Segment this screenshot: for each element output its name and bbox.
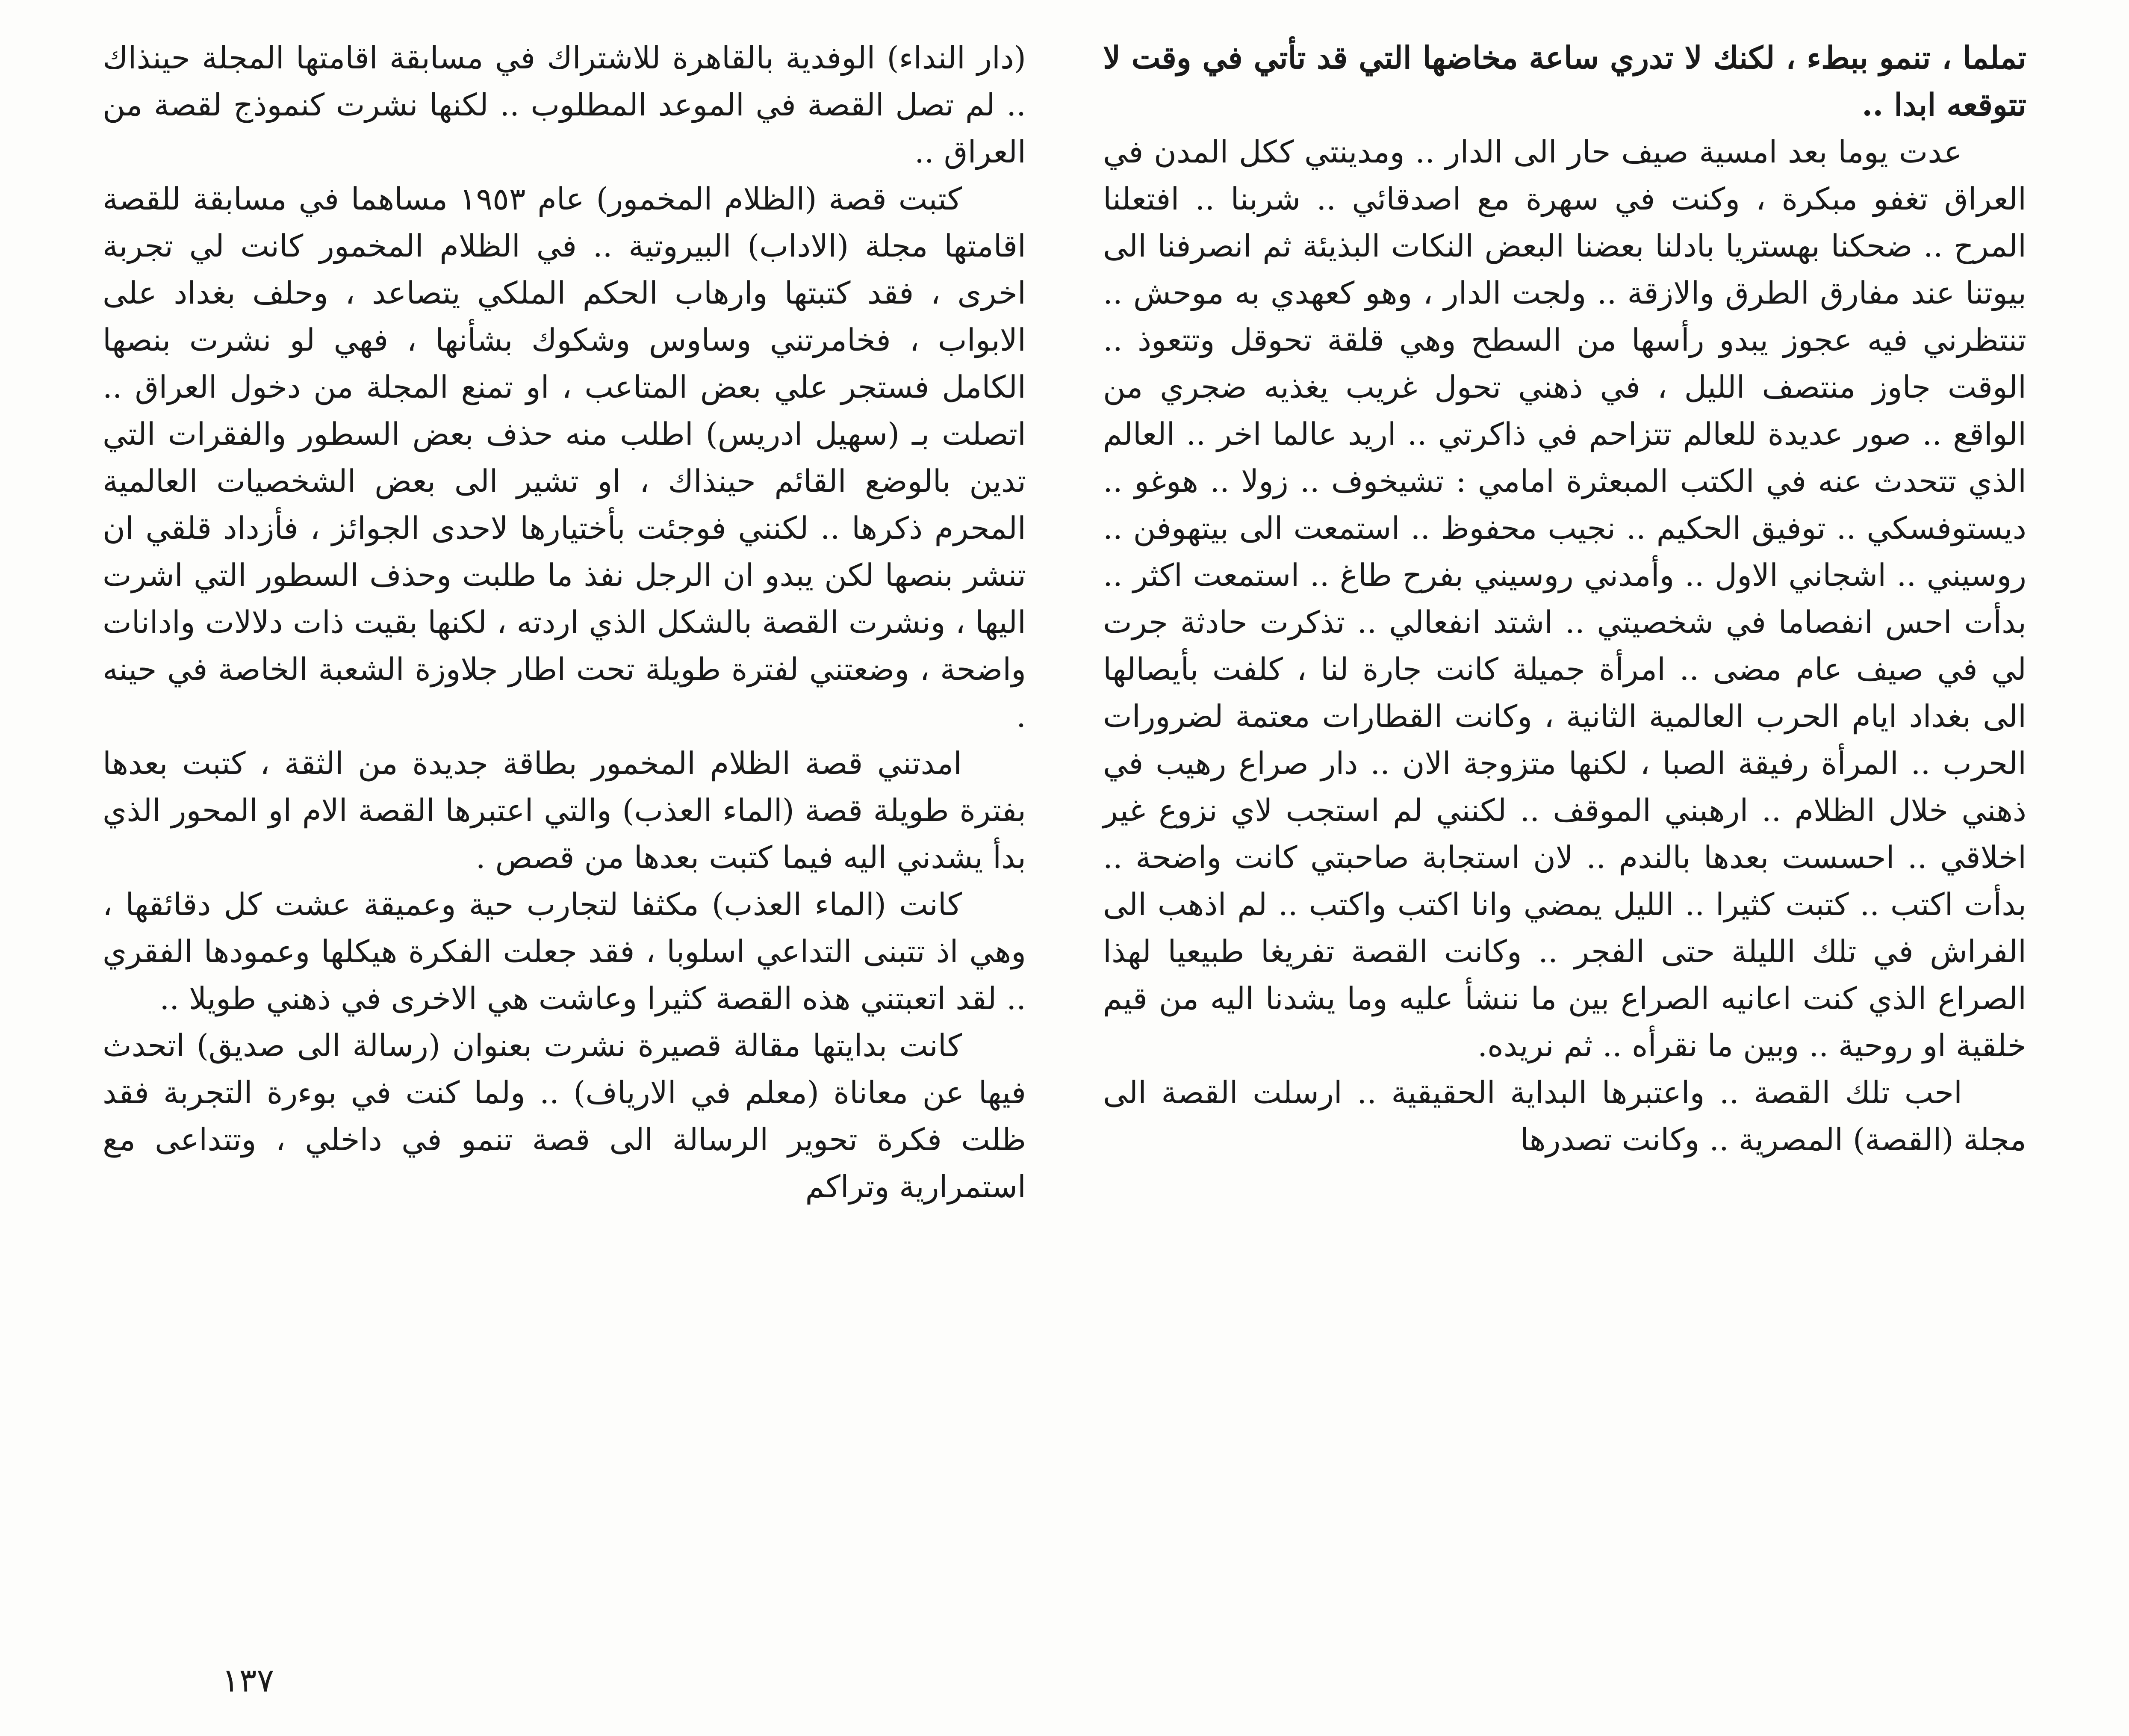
paragraph: (دار النداء) الوفدية بالقاهرة للاشتراك في مسابقة اقامتها المجلة حينذاك .. لم تصل القصة في الموعد المطلوب .. لكنها نشرت كنموذج لقصة من العراق .. — [103, 40, 1026, 170]
page-number: ١٣٧ — [221, 1661, 274, 1699]
right-text-column — [1103, 34, 2026, 1163]
paragraph: احب تلك القصة .. واعتبرها البداية الحقيقية .. ارسلت القصة الى مجلة (القصة) المصرية .. وكانت تصدرها — [1103, 1075, 2026, 1157]
left-text-column — [103, 34, 1026, 1210]
paragraph: كانت بدايتها مقالة قصيرة نشرت بعنوان (رسالة الى صديق) اتحدث فيها عن معاناة (معلم في الارياف) .. ولما كنت في بوءرة التجربة فقد ظلت فكرة تحوير الرسالة الى قصة تنمو في داخلي ، وتتداعى مع استمرارية وتراكم — [103, 1027, 1026, 1205]
paragraph: امدتني قصة الظلام المخمور بطاقة جديدة من الثقة ، كتبت بعدها بفترة طويلة قصة (الماء العذب) والتي اعتبرها القصة الام او المحور الذي بدأ يشدني اليه فيما كتبت بعدها من قصص . — [103, 745, 1026, 875]
paragraph: كانت (الماء العذب) مكثفا لتجارب حية وعميقة عشت كل دقائقها ، وهي اذ تتبنى التداعي اسلوبا ، فقد جعلت الفكرة هيكلها وعمودها الفقري .. لقد اتعبتني هذه القصة كثيرا وعاشت هي الاخرى في ذهني طويلا .. — [103, 886, 1026, 1016]
paragraph: كتبت قصة (الظلام المخمور) عام ١٩٥٣ مساهما في مسابقة للقصة اقامتها مجلة (الاداب) البيروتية .. في الظلام المخمور كانت لي تجربة اخرى ، فقد كتبتها وارهاب الحكم الملكي يتصاعد ، وحلف بغداد على الابواب ، فخامرتني وساوس وشكوك بشأنها ، فهي لو نشرت بنصها الكامل فستجر علي بعض المتاعب ، او تمنع المجلة من دخول العراق .. اتصلت بـ (سهيل ادريس) اطلب منه حذف بعض السطور والفقرات التي تدين بالوضع القائم حينذاك ، او تشير الى بعض الشخصيات العالمية المحرم ذكرها .. لكنني فوجئت بأختيارها لاحدى الجوائز ، فأزداد قلقي ان تنشر بنصها لكن يبدو ان الرجل نفذ ما طلبت وحذف السطور التي اشرت اليها ، ونشرت القصة بالشكل الذي اردته ، لكنها بقيت ذات دلالات وادانات واضحة ، وضعتني لفترة طويلة تحت اطار جلاوزة الشعبة الخاصة في حينه . — [103, 181, 1026, 734]
paragraph: عدت يوما بعد امسية صيف حار الى الدار .. ومدينتي ككل المدن في العراق تغفو مبكرة ، وكنت في سهرة مع اصدقائي .. شربنا .. افتعلنا المرح .. ضحكنا بهستريا بادلنا بعضنا البعض النكات البذيئة ثم انصرفنا الى بيوتنا عند مفارق الطرق والازقة .. ولجت الدار ، وهو كعهدي به موحش .. تنتظرني فيه عجوز يبدو رأسها من السطح وهي قلقة تحوقل وتتعوذ .. الوقت جاوز منتصف الليل ، في ذهني تحول غريب يغذيه ضجري من الواقع .. صور عديدة للعالم تتزاحم في ذاكرتي .. اريد عالما اخر .. العالم الذي تتحدث عنه في الكتب المبعثرة امامي : تشيخوف .. زولا .. هوغو .. ديستوفسكي .. توفيق الحكيم .. نجيب محفوظ .. استمعت الى بيتهوفن .. روسيني .. اشجاني الاول .. وأمدني روسيني بفرح طاغ .. استمعت اكثر .. بدأت احس انفصاما في شخصيتي .. اشتد انفعالي .. تذكرت حادثة جرت لي في صيف عام مضى .. امرأة جميلة كانت جارة لنا ، كلفت بأيصالها الى بغداد ايام الحرب العالمية الثانية ، وكانت القطارات معتمة لضرورات الحرب .. المرأة رفيقة الصبا ، لكنها متزوجة الان .. دار صراع رهيب في ذهني خلال الظلام .. ارهبني الموقف .. لكنني لم استجب لاي نزوع غير اخلاقي .. احسست بعدها بالندم .. لان استجابة صاحبتي كانت واضحة .. بدأت اكتب .. كتبت كثيرا .. الليل يمضي وانا اكتب واكتب .. لم اذهب الى الفراش في تلك الليلة حتى الفجر .. وكانت القصة تفريغا طبيعيا لهذا الصراع الذي كنت اعانيه الصراع بين ما ننشأ عليه وما يشدنا اليه من قيم خلقية او روحية .. وبين ما نقرأه .. ثم نريده. — [1103, 134, 2026, 1063]
paragraph: تملما ، تنمو ببطء ، لكنك لا تدري ساعة مخاضها التي قد تأتي في وقت لا تتوقعه ابدا .. — [1103, 39, 2027, 123]
